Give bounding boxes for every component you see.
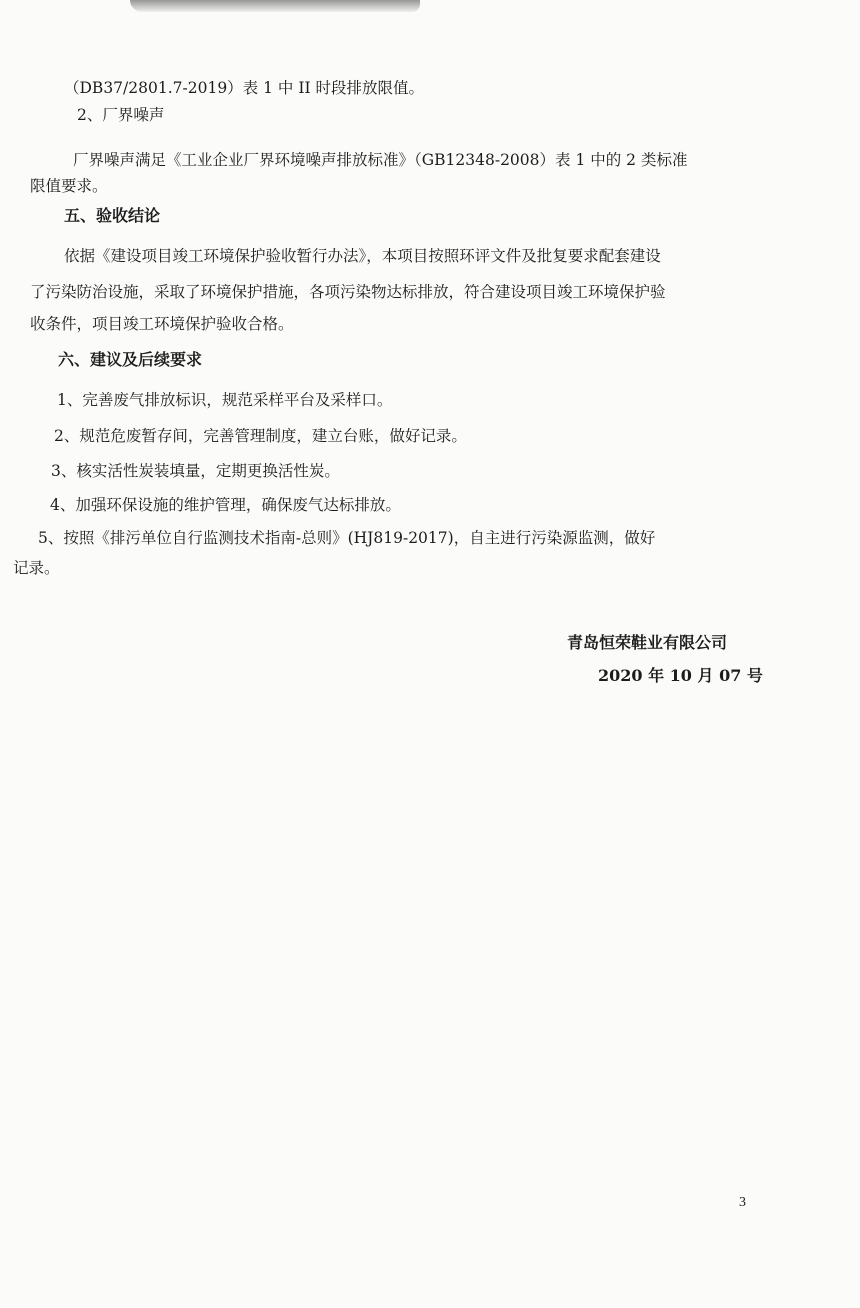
signature-date: 2020 年 10 月 07 号 [598,666,763,685]
company-signature: 青岛恒荣鞋业有限公司 [567,633,728,652]
suggestion-1: 1、完善废气排放标识，规范采样平台及采样口。 [57,391,393,409]
suggestion-4: 4、加强环保设施的维护管理，确保废气达标排放。 [50,496,401,514]
conclusion-line-2: 了污染防治设施，采取了环境保护措施，各项污染物达标排放，符合建设项目竣工环境保护验 [30,283,666,301]
suggestion-2: 2、规范危废暂存间，完善管理制度，建立台账，做好记录。 [54,427,467,445]
conclusion-line-3: 收条件，项目竣工环境保护验收合格。 [30,315,294,333]
suggestion-5: 5、按照《排污单位自行监测技术指南-总则》(HJ819-2017)，自主进行污染源监测，做好 [38,529,656,547]
suggestion-5-continued: 记录。 [13,559,60,577]
section-six-heading: 六、建议及后续要求 [58,350,203,369]
conclusion-line-1: 依据《建设项目竣工环境保护验收暂行办法》，本项目按照环评文件及批复要求配套建设 [64,247,661,265]
scan-shadow [130,0,420,12]
noise-text-line-2: 限值要求。 [30,177,108,195]
standard-limit-line: （DB37/2801.7-2019）表 1 中 II 时段排放限值。 [64,79,424,97]
suggestion-3: 3、核实活性炭装填量，定期更换活性炭。 [51,462,340,480]
page-number: 3 [739,1195,746,1210]
section-five-heading: 五、验收结论 [64,206,161,225]
noise-text-line-1: 厂界噪声满足《工业企业厂界环境噪声排放标准》（GB12348-2008）表 1 中的 2 类标准 [73,151,688,169]
section-noise-title: 2、厂界噪声 [77,106,165,124]
